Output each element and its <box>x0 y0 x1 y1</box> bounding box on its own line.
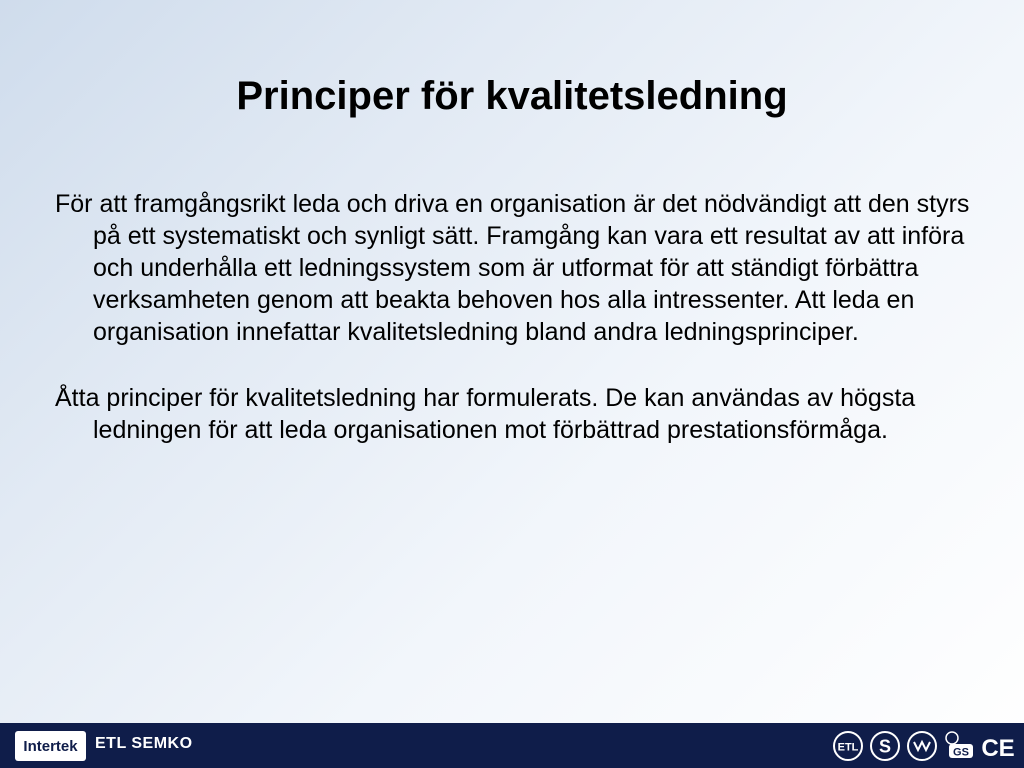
nemko-mark-icon <box>906 730 938 762</box>
ce-mark-label: CE <box>981 735 1015 762</box>
intertek-logo: Intertek <box>15 731 86 761</box>
s-mark-icon <box>869 730 901 762</box>
gs-mark-label: GS <box>953 746 969 759</box>
paragraph-1: För att framgångsrikt leda och driva en organisation är det nödvändigt att den styrs på ett systematiskt och synligt sätt. Framgång kan vara ett resultat av att införa och underhålla ett ledningssystem som är utformat för att ständigt förbättra verksamheten genom att beakta behoven hos alla intressenter. Att leda en organisation innefattar kvalitetsledning bland andra ledningsprinciper. <box>55 190 970 346</box>
s-mark-label: S <box>878 736 892 757</box>
gs-mark-icon <box>943 730 975 762</box>
certification-marks <box>832 727 1016 765</box>
slide-body <box>55 188 985 480</box>
footer-bar <box>0 723 1024 768</box>
etl-mark-label: ETL <box>837 741 859 754</box>
ce-mark-icon <box>980 730 1016 762</box>
paragraph-2: Åtta principer för kvalitetsledning har formulerats. De kan användas av högsta ledningen för att leda organisationen mot förbättrad prestationsförmåga. <box>55 384 916 444</box>
etl-mark-icon <box>832 730 864 762</box>
brand-text: ETL SEMKO <box>95 735 193 752</box>
slide-title: Principer för kvalitetsledning <box>236 74 788 118</box>
